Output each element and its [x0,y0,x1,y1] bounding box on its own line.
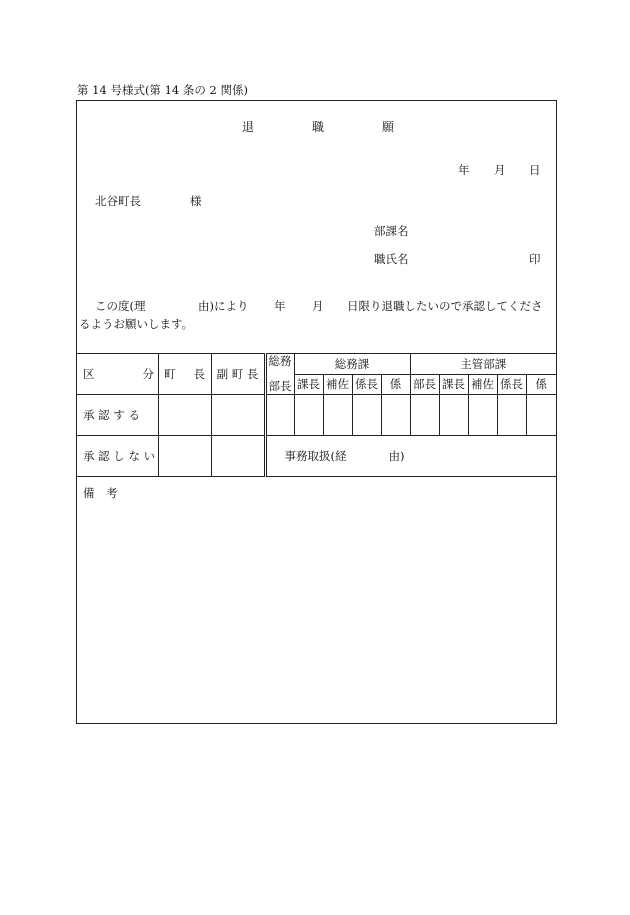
approve-cell[interactable] [526,395,556,436]
addressee-name: 北谷町長 [95,194,141,208]
approve-cell[interactable] [468,395,497,436]
notes-area[interactable] [77,477,556,722]
ga-staff: 係 [381,375,410,395]
resp-director: 部長 [410,375,439,395]
reject-row-label: 承 認 し な い [77,436,158,477]
department-label: 部課名 [374,224,409,238]
ga-director-header [265,354,294,395]
body-request: 日限り退職したいので承認してくださ [347,299,543,313]
approve-cell[interactable] [497,395,526,436]
mayor-char-2: 長 [193,366,205,381]
title-char-3: 願 [382,120,395,134]
approve-mayor-cell[interactable] [158,395,211,436]
resp-subsection-chief: 係長 [497,375,526,395]
ga-section-chief: 課長 [294,375,323,395]
responsible-dept-header: 主管部課 [410,354,556,375]
date-month-label: 月 [494,163,506,177]
body-year: 年 [274,299,286,313]
approve-ga-director-cell[interactable] [265,395,294,436]
approve-cell[interactable] [294,395,323,436]
approve-cell[interactable] [439,395,468,436]
title-char-2: 職 [312,120,325,134]
approve-row-label: 承 認 す る [77,395,158,436]
resp-section-chief: 課長 [439,375,468,395]
mayor-char-1: 町 [164,366,176,381]
body-reason-close: 由)により [198,299,249,313]
ga-director-line-2: 部長 [268,379,292,394]
kubun-header [77,354,158,395]
resignation-form [76,100,557,724]
resp-assistant: 補佐 [468,375,497,395]
kubun-char-2: 分 [142,366,154,381]
vice-mayor-header: 副 町 長 [211,354,265,395]
notes-label: 備 考 [83,486,118,500]
date-day-label: 日 [529,163,541,177]
approval-table [77,353,556,722]
mayor-header [158,354,211,395]
approve-cell[interactable] [410,395,439,436]
ga-assistant: 補佐 [323,375,352,395]
approve-cell[interactable] [323,395,352,436]
ga-director-line-1: 総務 [268,354,292,369]
date-year-label: 年 [458,163,470,177]
body-reason-open: この度(理 [95,299,146,313]
body-line-2: るようお願いします。 [79,317,194,331]
approve-cell[interactable] [381,395,410,436]
office-handling-cell [265,436,556,477]
reject-vice-mayor-cell[interactable] [211,436,265,477]
resp-staff: 係 [526,375,556,395]
approve-vice-mayor-cell[interactable] [211,395,265,436]
seal-label: 印 [529,252,541,266]
form-number: 第 14 号様式(第 14 条の 2 関係) [77,83,248,97]
approve-cell[interactable] [352,395,381,436]
kubun-char-1: 区 [83,366,95,381]
ga-section-header: 総務課 [294,354,410,375]
title-name-label: 職氏名 [374,252,409,266]
ga-subsection-chief: 係長 [352,375,381,395]
body-month: 月 [312,299,324,313]
reject-mayor-cell[interactable] [158,436,211,477]
office-handling-close: 由) [388,448,405,463]
title-char-1: 退 [242,120,255,134]
office-handling-open: 事務取扱(経 [284,448,347,463]
addressee-honorific: 様 [190,194,202,208]
